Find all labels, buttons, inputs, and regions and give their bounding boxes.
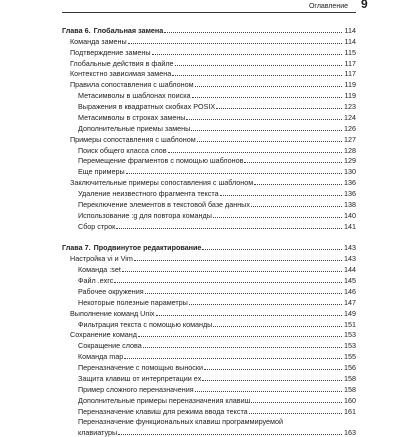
leader-dots (195, 391, 342, 392)
leader-dots (213, 326, 342, 327)
leader-dots (251, 402, 342, 403)
toc-entry-page: 158 (344, 373, 356, 383)
toc-entry[interactable] (62, 100, 356, 111)
toc-entry[interactable] (62, 285, 356, 296)
chapter-6-label: Глава 6. (62, 25, 91, 35)
chapter-7-entries (62, 252, 356, 437)
leader-dots (220, 195, 342, 196)
toc-entry-title: Сокращение слова (78, 341, 142, 351)
section-gap (62, 231, 356, 242)
toc-entry[interactable] (62, 274, 356, 285)
toc-entry-page: 128 (344, 145, 356, 155)
toc-entry-title: Команда :set (78, 265, 121, 275)
leader-dots (116, 228, 342, 229)
toc-entry[interactable] (62, 372, 356, 383)
chapter-6-title: Глобальная замена (93, 25, 164, 35)
leader-dots (186, 119, 342, 120)
leader-dots (128, 43, 342, 44)
toc-entry[interactable] (62, 35, 356, 46)
leader-dots (126, 173, 342, 174)
toc-entry-page: 149 (344, 308, 356, 318)
toc-entry-page: 163 (344, 428, 356, 437)
toc-entry-page: 160 (344, 395, 356, 405)
toc-entry-title: Пример сложного переназначения (78, 384, 194, 394)
toc-entry-page: 161 (344, 406, 356, 416)
toc-entry-title: Подтверждение замены (70, 47, 151, 57)
toc-entry-page: 136 (344, 178, 356, 188)
toc-entry-title: Еще примеры (78, 167, 125, 177)
toc-entry-page: 158 (344, 384, 356, 394)
toc-entry-page: 156 (344, 363, 356, 372)
toc-entry[interactable] (62, 209, 356, 220)
toc-entry-page: 153 (344, 341, 356, 351)
toc-entry[interactable] (62, 339, 356, 350)
toc-entry-page: 136 (344, 189, 356, 198)
toc-entry-page: 140 (344, 210, 356, 220)
toc-entry[interactable] (62, 122, 356, 133)
leader-dots (118, 434, 342, 435)
toc-entry[interactable] (62, 426, 356, 437)
toc-entry[interactable] (62, 78, 356, 89)
toc-entry[interactable] (62, 329, 356, 340)
toc-entry-page: 119 (344, 80, 356, 90)
leader-dots (168, 152, 342, 153)
leader-dots (195, 86, 342, 87)
toc-entry-page: 130 (344, 167, 356, 177)
toc-entry-title: Фильтрация текста с помощью команды (78, 319, 213, 329)
toc-entry-title: Дополнительные приемы замены (78, 123, 191, 133)
toc-entry-title: Контекстно зависимая замена (70, 69, 172, 79)
toc-entry[interactable] (62, 220, 356, 231)
chapter-7-title: Продвинутое редактирование (93, 243, 202, 253)
leader-dots (244, 162, 342, 163)
toc-entry-page: 114 (344, 36, 356, 46)
toc-entry-title: Команда замены (70, 36, 127, 46)
toc-entry-page: 138 (344, 199, 356, 209)
toc-entry[interactable] (62, 133, 356, 144)
toc-entry-page: 153 (344, 330, 356, 340)
toc-entry-page: 127 (344, 134, 356, 144)
toc-entry[interactable] (62, 361, 356, 372)
toc-entry[interactable] (62, 383, 356, 394)
toc-entry-title: Примеры сопоставления с шаблоном (70, 134, 196, 144)
leader-dots (134, 260, 342, 261)
toc-entry-page: 141 (344, 221, 356, 231)
toc-entry-title: Переназначение с помощью выноски (78, 363, 204, 372)
toc-entry[interactable] (62, 394, 356, 405)
running-head (62, 0, 356, 13)
chapter-7-heading[interactable] (62, 242, 356, 253)
leader-dots (164, 32, 342, 33)
toc-entry[interactable] (62, 405, 356, 416)
leader-dots (114, 282, 342, 283)
leader-dots (172, 75, 342, 76)
toc-entry[interactable] (62, 296, 356, 307)
toc-entry-title: Метасимволы в строках замены (78, 112, 186, 122)
chapter-7-page: 143 (344, 243, 356, 253)
toc-entry-title: Переключение элементов в текстовой базе данных (78, 199, 250, 209)
table-of-contents (62, 24, 356, 437)
toc-entry-title: Перемещение фрагментов с помощью шаблонов (78, 156, 244, 166)
leader-dots (189, 304, 342, 305)
page-number: 9 (361, 0, 368, 11)
leader-dots (251, 206, 342, 207)
toc-entry-title: Дополнительные примеры переназначения клавиш (78, 395, 251, 405)
leader-dots (191, 130, 342, 131)
toc-entry-title: Сбор строк (78, 221, 116, 231)
toc-entry-title: клавиатуры (78, 428, 118, 437)
leader-dots (124, 358, 342, 359)
toc-entry-page: 126 (344, 123, 356, 133)
toc-entry[interactable] (62, 176, 356, 187)
toc-entry[interactable] (62, 187, 356, 198)
leader-dots (202, 249, 342, 250)
leader-dots (202, 380, 342, 381)
toc-entry[interactable] (62, 46, 356, 57)
toc-entry-title: Защита клавиш от интерпретации ex (78, 373, 202, 383)
toc-entry-page: 117 (344, 69, 356, 79)
toc-entry-title: Глобальные действия в файле (70, 58, 174, 68)
chapter-6-page: 114 (344, 25, 356, 35)
toc-entry[interactable] (62, 263, 356, 274)
leader-dots (192, 97, 342, 98)
running-head-title: Оглавление (308, 2, 348, 10)
leader-dots (122, 271, 342, 272)
toc-entry-page: 146 (344, 286, 356, 296)
toc-entry-page: 151 (344, 319, 356, 329)
toc-entry-title: Использование :g для повтора команды (78, 210, 212, 220)
toc-entry[interactable] (62, 165, 356, 176)
leader-dots (216, 108, 342, 109)
toc-entry[interactable] (62, 111, 356, 122)
toc-entry-title: Переназначение клавиш для режима ввода текста (78, 406, 248, 416)
toc-entry-title: Заключительные примеры сопоставления с шаблоном (70, 178, 254, 188)
toc-entry-title: Команда map (78, 352, 124, 362)
leader-dots (213, 217, 342, 218)
toc-entry-page: 155 (344, 352, 356, 362)
leader-dots (254, 184, 342, 185)
toc-entry-page: 119 (344, 91, 356, 101)
toc-entry-title: Файл .exrc (78, 276, 114, 285)
toc-entry-page: 117 (344, 58, 356, 68)
toc-entry[interactable] (62, 144, 356, 155)
leader-dots (197, 141, 342, 142)
toc-entry-page: 129 (344, 156, 356, 166)
toc-entry[interactable] (62, 89, 356, 100)
leader-dots (143, 347, 342, 348)
leader-dots (152, 54, 342, 55)
toc-entry-title: Настройка vi и Vim (70, 254, 133, 264)
toc-entry[interactable] (62, 198, 356, 209)
leader-dots (249, 413, 342, 414)
leader-dots (145, 293, 342, 294)
toc-entry[interactable] (62, 57, 356, 68)
toc-entry-page: 124 (344, 112, 356, 122)
toc-entry-title: Поиск общего класса слов (78, 145, 167, 155)
toc-entry-title: Выражения в квадратных скобках POSIX (78, 102, 216, 111)
toc-entry-title: Сохранение команд (70, 330, 137, 340)
toc-entry-page: 143 (344, 254, 356, 264)
leader-dots (175, 65, 342, 66)
toc-entry-title: Правила сопоставления с шаблоном (70, 80, 194, 90)
toc-entry-page: 144 (344, 265, 356, 275)
toc-entry-page: 145 (344, 276, 356, 285)
toc-entry[interactable] (62, 307, 356, 318)
chapter-7-label: Глава 7. (62, 243, 91, 253)
toc-entry-page: 147 (344, 297, 356, 307)
toc-entry-page: 123 (344, 102, 356, 111)
toc-entry[interactable] (62, 318, 356, 329)
toc-entry-title: Удаление неизвестного фрагмента текста (78, 189, 219, 198)
toc-entry[interactable] (62, 252, 356, 263)
toc-entry-title: Выполнение команд Unix (70, 308, 155, 318)
toc-entry-title: Некоторые полезные параметры (78, 297, 188, 307)
leader-dots (156, 315, 342, 316)
chapter-6-heading[interactable] (62, 24, 356, 35)
toc-entry-title: Рабочее окружения (78, 286, 144, 296)
leader-dots (204, 369, 342, 370)
toc-entry[interactable] (62, 155, 356, 166)
toc-entry-page: 115 (344, 47, 356, 57)
toc-entry[interactable] (62, 416, 356, 427)
toc-entry-title: Метасимволы в шаблонах поиска (78, 91, 191, 101)
toc-entry[interactable] (62, 350, 356, 361)
toc-entry[interactable] (62, 68, 356, 79)
leader-dots (138, 336, 342, 337)
chapter-6-entries (62, 35, 356, 231)
toc-entry-title: Переназначение функциональных клавиш программируемой (78, 417, 283, 427)
